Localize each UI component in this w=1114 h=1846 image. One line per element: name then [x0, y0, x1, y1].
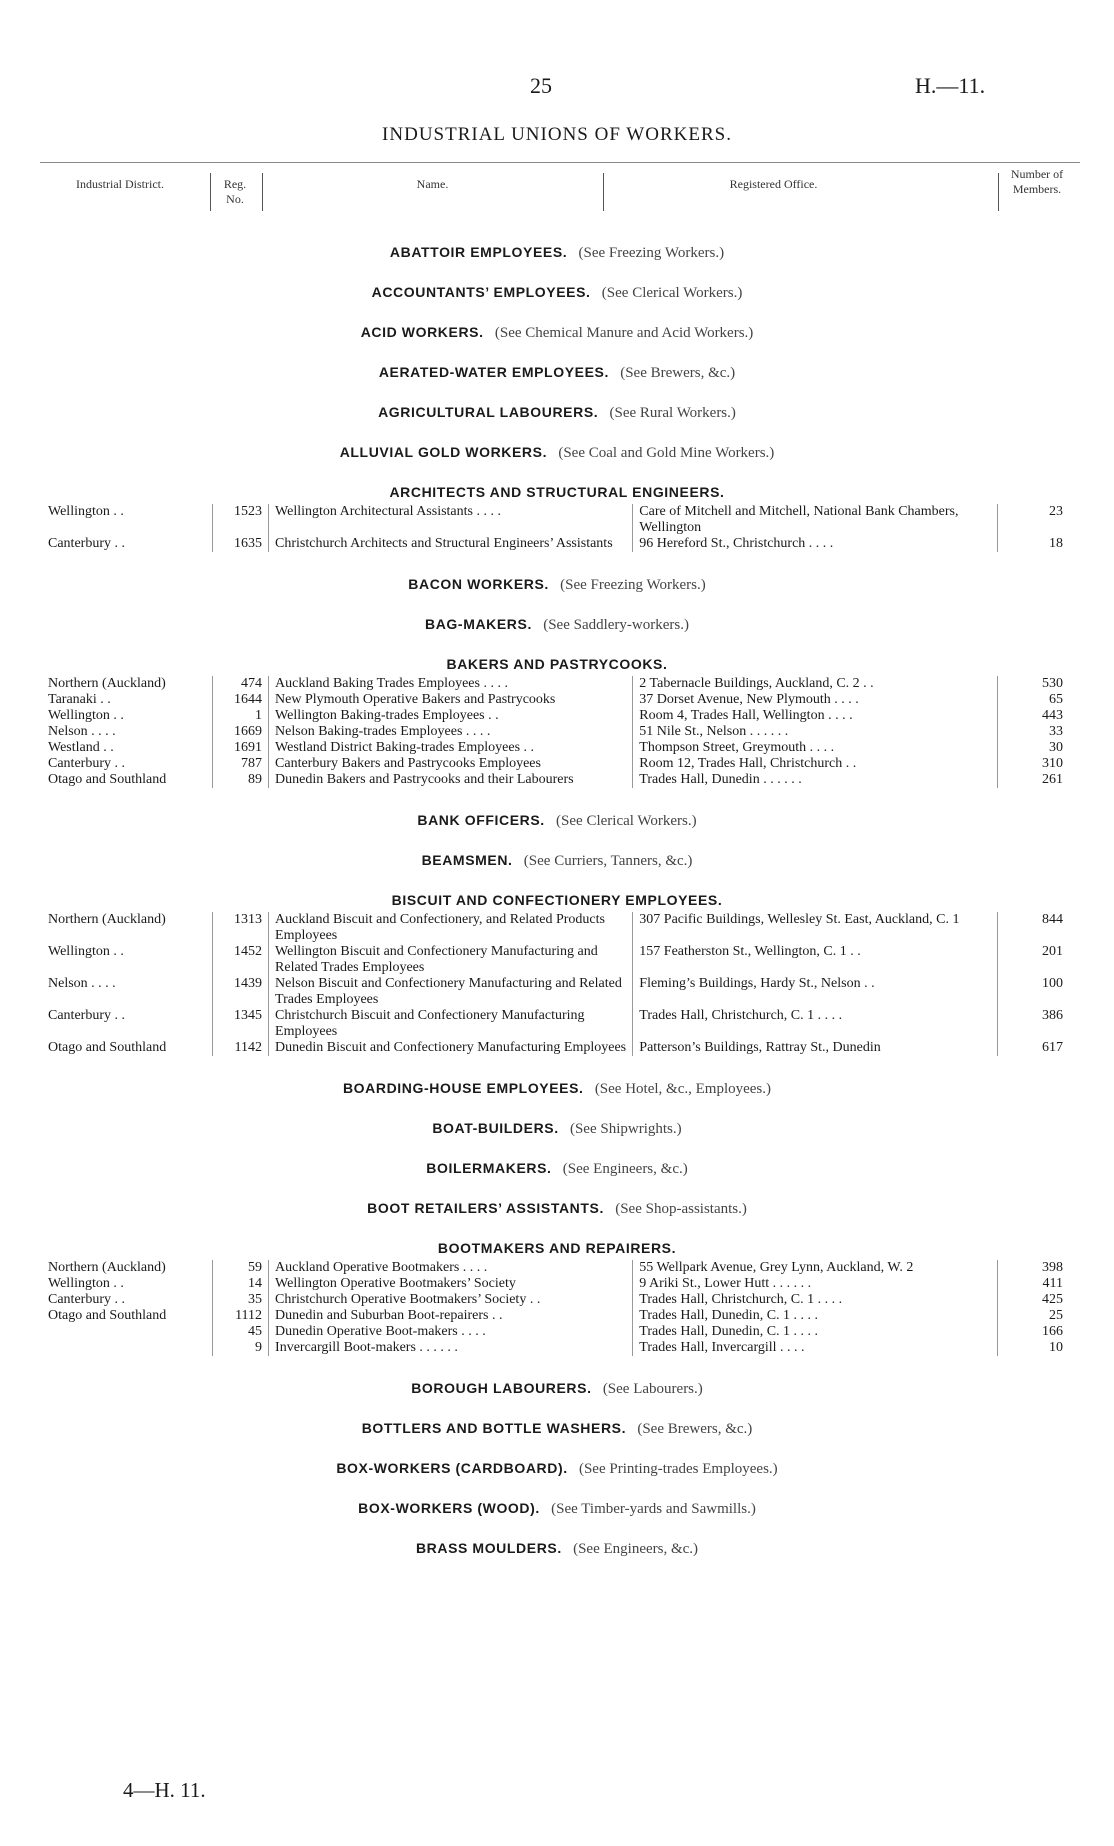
cross-reference	[0, 848, 1114, 888]
union-name-cell: Westland District Baking-trades Employees . .	[269, 740, 633, 756]
members-cell: 425	[997, 1292, 1073, 1308]
union-name-cell: Invercargill Boot-makers . . . . . .	[269, 1340, 633, 1356]
office-cell: Room 4, Trades Hall, Wellington . . . .	[633, 708, 997, 724]
members-cell: 398	[997, 1260, 1073, 1276]
xref-see-note: (See Freezing Workers.)	[560, 577, 706, 593]
office-cell: Fleming’s Buildings, Hardy St., Nelson . .	[633, 976, 997, 1008]
reg-no-cell: 1635	[212, 536, 268, 552]
table-row	[45, 676, 1073, 692]
table-row	[45, 1292, 1073, 1308]
district-cell: Wellington . .	[48, 944, 124, 959]
cross-reference	[0, 1196, 1114, 1236]
district-cell: Canterbury . .	[48, 1008, 125, 1023]
members-cell: 100	[997, 976, 1073, 1008]
xref-see-note: (See Coal and Gold Mine Workers.)	[558, 445, 775, 461]
union-name-cell: Dunedin Bakers and Pastrycooks and their Labourers	[269, 772, 633, 788]
reg-no-cell: 59	[212, 1260, 268, 1276]
members-cell: 310	[997, 756, 1073, 772]
union-name-cell: Wellington Operative Bootmakers’ Society	[269, 1276, 633, 1292]
table-row	[45, 1324, 1073, 1340]
xref-heading: BRASS MOULDERS.	[415, 1540, 562, 1556]
table-row	[45, 724, 1073, 740]
section-heading: BISCUIT AND CONFECTIONERY EMPLOYEES.	[391, 892, 723, 908]
xref-heading: BOROUGH LABOURERS.	[411, 1380, 592, 1396]
xref-see-note: (See Engineers, &c.)	[562, 1161, 688, 1177]
cross-reference	[0, 808, 1114, 848]
office-cell: 96 Hereford St., Christchurch . . . .	[633, 536, 997, 552]
union-name-cell: Auckland Operative Bootmakers . . . .	[269, 1260, 633, 1276]
union-section	[0, 1236, 1114, 1356]
district-cell: Wellington . .	[48, 504, 124, 519]
members-cell: 443	[997, 708, 1073, 724]
reg-no-cell: 14	[212, 1276, 268, 1292]
union-name-cell: New Plymouth Operative Bakers and Pastrycooks	[269, 692, 633, 708]
district-cell: Otago and Southland	[48, 1040, 167, 1055]
office-cell: Trades Hall, Christchurch, C. 1 . . . .	[633, 1292, 997, 1308]
district-cell: Westland . .	[48, 740, 114, 755]
reg-no-cell: 1	[212, 708, 268, 724]
column-header-reg-no: Reg. No.	[223, 177, 247, 206]
district-cell: Northern (Auckland)	[48, 676, 166, 691]
xref-heading: BOX-WORKERS (CARDBOARD).	[336, 1460, 568, 1476]
cross-reference	[0, 280, 1114, 320]
members-cell: 201	[997, 944, 1073, 976]
office-cell: Trades Hall, Dunedin . . . . . .	[633, 772, 997, 788]
table-row	[45, 944, 1073, 976]
union-name-cell: Auckland Biscuit and Confectionery, and Related Products Employees	[269, 912, 633, 944]
union-table	[45, 1260, 1073, 1356]
union-name-cell: Christchurch Architects and Structural Engineers’ Assistants	[269, 536, 633, 552]
xref-heading: BOARDING-HOUSE EMPLOYEES.	[342, 1080, 584, 1096]
xref-heading: AERATED-WATER EMPLOYEES.	[378, 364, 609, 380]
district-cell	[45, 1324, 212, 1340]
union-table	[45, 676, 1073, 788]
column-divider	[210, 173, 211, 211]
xref-see-note: (See Chemical Manure and Acid Workers.)	[494, 325, 754, 341]
reg-no-cell: 35	[212, 1292, 268, 1308]
table-row	[45, 1276, 1073, 1292]
xref-see-note: (See Saddlery-workers.)	[543, 617, 689, 633]
reg-no-cell: 474	[212, 676, 268, 692]
office-cell: Trades Hall, Invercargill . . . .	[633, 1340, 997, 1356]
column-header-district: Industrial District.	[76, 177, 164, 191]
cross-reference	[0, 612, 1114, 652]
members-cell: 30	[997, 740, 1073, 756]
reg-no-cell: 1345	[212, 1008, 268, 1040]
office-cell: 55 Wellpark Avenue, Grey Lynn, Auckland, W. 2	[633, 1260, 997, 1276]
members-cell: 10	[997, 1340, 1073, 1356]
reg-no-cell: 1439	[212, 976, 268, 1008]
cross-reference	[0, 400, 1114, 440]
office-cell: Trades Hall, Christchurch, C. 1 . . . .	[633, 1008, 997, 1040]
section-heading: BOOTMAKERS AND REPAIRERS.	[437, 1240, 677, 1256]
members-cell: 386	[997, 1008, 1073, 1040]
reg-no-cell: 1112	[212, 1308, 268, 1324]
table-row	[45, 1340, 1073, 1356]
office-cell: 37 Dorset Avenue, New Plymouth . . . .	[633, 692, 997, 708]
xref-see-note: (See Brewers, &c.)	[620, 365, 736, 381]
xref-see-note: (See Curriers, Tanners, &c.)	[523, 853, 693, 869]
union-name-cell: Christchurch Operative Bootmakers’ Society . .	[269, 1292, 633, 1308]
xref-heading: BOILERMAKERS.	[426, 1160, 552, 1176]
cross-reference	[0, 440, 1114, 480]
table-row	[45, 504, 1073, 536]
cross-reference	[0, 1416, 1114, 1456]
office-cell: 307 Pacific Buildings, Wellesley St. East, Auckland, C. 1	[633, 912, 997, 944]
union-section	[0, 888, 1114, 1056]
union-listing	[0, 240, 1114, 1576]
office-cell: 157 Featherston St., Wellington, C. 1 . .	[633, 944, 997, 976]
union-name-cell: Wellington Architectural Assistants . . . .	[269, 504, 633, 536]
reg-no-cell: 1523	[212, 504, 268, 536]
xref-see-note: (See Engineers, &c.)	[573, 1541, 699, 1557]
table-row	[45, 1260, 1073, 1276]
xref-see-note: (See Shipwrights.)	[569, 1121, 682, 1137]
district-cell: Nelson . . . .	[48, 724, 116, 739]
xref-heading: BOX-WORKERS (WOOD).	[358, 1500, 540, 1516]
xref-heading: ACID WORKERS.	[360, 324, 484, 340]
table-row	[45, 536, 1073, 552]
district-cell: Otago and Southland	[48, 772, 167, 787]
cross-reference	[0, 1076, 1114, 1116]
column-divider	[998, 173, 999, 211]
reg-no-cell: 9	[212, 1340, 268, 1356]
xref-see-note: (See Shop-assistants.)	[615, 1201, 747, 1217]
union-section	[0, 652, 1114, 788]
members-cell: 617	[997, 1040, 1073, 1056]
cross-reference	[0, 360, 1114, 400]
table-row	[45, 756, 1073, 772]
xref-heading: AGRICULTURAL LABOURERS.	[378, 404, 599, 420]
section-heading: BAKERS AND PASTRYCOOKS.	[446, 656, 668, 672]
footer-code: 4—H. 11.	[123, 1778, 206, 1802]
members-cell: 844	[997, 912, 1073, 944]
cross-reference	[0, 1536, 1114, 1576]
district-cell: Wellington . .	[48, 708, 124, 723]
xref-see-note: (See Brewers, &c.)	[637, 1421, 753, 1437]
table-row	[45, 740, 1073, 756]
union-name-cell: Wellington Biscuit and Confectionery Manufacturing and Related Trades Employees	[269, 944, 633, 976]
xref-see-note: (See Hotel, &c., Employees.)	[594, 1081, 772, 1097]
district-cell	[45, 1340, 212, 1356]
members-cell: 411	[997, 1276, 1073, 1292]
union-table	[45, 504, 1073, 552]
page-title: INDUSTRIAL UNIONS OF WORKERS.	[382, 124, 732, 145]
table-row	[45, 976, 1073, 1008]
cross-reference	[0, 1376, 1114, 1416]
cross-reference	[0, 1496, 1114, 1536]
reg-no-cell: 1313	[212, 912, 268, 944]
members-cell: 18	[997, 536, 1073, 552]
table-row	[45, 912, 1073, 944]
office-cell: 9 Ariki St., Lower Hutt . . . . . .	[633, 1276, 997, 1292]
union-name-cell: Nelson Biscuit and Confectionery Manufacturing and Related Trades Employees	[269, 976, 633, 1008]
table-row	[45, 1040, 1073, 1056]
office-cell: Room 12, Trades Hall, Christchurch . .	[633, 756, 997, 772]
column-divider	[603, 173, 604, 211]
members-cell: 166	[997, 1324, 1073, 1340]
members-cell: 530	[997, 676, 1073, 692]
members-cell: 261	[997, 772, 1073, 788]
union-name-cell: Dunedin Biscuit and Confectionery Manufacturing Employees	[269, 1040, 633, 1056]
union-name-cell: Christchurch Biscuit and Confectionery Manufacturing Employees	[269, 1008, 633, 1040]
district-cell: Canterbury . .	[48, 536, 125, 551]
xref-see-note: (See Clerical Workers.)	[601, 285, 743, 301]
xref-heading: BOTTLERS AND BOTTLE WASHERS.	[361, 1420, 627, 1436]
cross-reference	[0, 320, 1114, 360]
members-cell: 65	[997, 692, 1073, 708]
column-header-office: Registered Office.	[729, 177, 818, 191]
reg-no-cell: 1452	[212, 944, 268, 976]
xref-see-note: (See Freezing Workers.)	[578, 245, 725, 261]
office-cell: Patterson’s Buildings, Rattray St., Dunedin	[633, 1040, 997, 1056]
office-cell: 51 Nile St., Nelson . . . . . .	[633, 724, 997, 740]
district-cell: Canterbury . .	[48, 756, 125, 771]
union-name-cell: Wellington Baking-trades Employees . .	[269, 708, 633, 724]
union-name-cell: Dunedin and Suburban Boot-repairers . .	[269, 1308, 633, 1324]
column-header-name: Name.	[416, 177, 449, 191]
union-name-cell: Dunedin Operative Boot-makers . . . .	[269, 1324, 633, 1340]
xref-heading: BAG-MAKERS.	[425, 616, 532, 632]
members-cell: 23	[997, 504, 1073, 536]
cross-reference	[0, 1456, 1114, 1496]
xref-heading: BANK OFFICERS.	[417, 812, 545, 828]
column-header-row	[40, 162, 1080, 219]
table-row	[45, 692, 1073, 708]
union-table	[45, 912, 1073, 1056]
xref-see-note: (See Timber-yards and Sawmills.)	[551, 1501, 756, 1517]
table-row	[45, 1308, 1073, 1324]
cross-reference	[0, 240, 1114, 280]
district-cell: Wellington . .	[48, 1276, 124, 1291]
district-cell: Northern (Auckland)	[48, 912, 166, 927]
column-header-members: Number of Members.	[1010, 167, 1064, 196]
reg-no-cell: 45	[212, 1324, 268, 1340]
district-cell: Canterbury . .	[48, 1292, 125, 1307]
reg-no-cell: 1691	[212, 740, 268, 756]
members-cell: 25	[997, 1308, 1073, 1324]
office-cell: Care of Mitchell and Mitchell, National Bank Chambers, Wellington	[633, 504, 997, 536]
reg-no-cell: 1669	[212, 724, 268, 740]
district-cell: Northern (Auckland)	[48, 1260, 166, 1275]
xref-see-note: (See Printing-trades Employees.)	[578, 1461, 778, 1477]
xref-heading: BEAMSMEN.	[421, 852, 513, 868]
section-heading: ARCHITECTS AND STRUCTURAL ENGINEERS.	[389, 484, 725, 500]
xref-see-note: (See Rural Workers.)	[609, 405, 736, 421]
reg-no-cell: 1644	[212, 692, 268, 708]
page-code: H.—11.	[915, 73, 986, 98]
xref-heading: ABATTOIR EMPLOYEES.	[389, 244, 568, 260]
reg-no-cell: 1142	[212, 1040, 268, 1056]
cross-reference	[0, 572, 1114, 612]
xref-heading: ACCOUNTANTS’ EMPLOYEES.	[371, 284, 591, 300]
district-cell: Nelson . . . .	[48, 976, 116, 991]
office-cell: 2 Tabernacle Buildings, Auckland, C. 2 . .	[633, 676, 997, 692]
xref-see-note: (See Clerical Workers.)	[556, 813, 697, 829]
table-row	[45, 772, 1073, 788]
xref-heading: BOOT RETAILERS’ ASSISTANTS.	[367, 1200, 604, 1216]
cross-reference	[0, 1156, 1114, 1196]
members-cell: 33	[997, 724, 1073, 740]
reg-no-cell: 787	[212, 756, 268, 772]
office-cell: Thompson Street, Greymouth . . . .	[633, 740, 997, 756]
district-cell: Otago and Southland	[48, 1308, 167, 1323]
office-cell: Trades Hall, Dunedin, C. 1 . . . .	[633, 1308, 997, 1324]
union-section	[0, 480, 1114, 552]
cross-reference	[0, 1116, 1114, 1156]
union-name-cell: Nelson Baking-trades Employees . . . .	[269, 724, 633, 740]
page-number: 25	[530, 73, 552, 98]
office-cell: Trades Hall, Dunedin, C. 1 . . . .	[633, 1324, 997, 1340]
xref-see-note: (See Labourers.)	[602, 1381, 703, 1397]
xref-heading: BOAT-BUILDERS.	[432, 1120, 559, 1136]
column-divider	[262, 173, 263, 211]
table-row	[45, 708, 1073, 724]
district-cell: Taranaki . .	[48, 692, 111, 707]
table-row	[45, 1008, 1073, 1040]
xref-heading: BACON WORKERS.	[408, 576, 549, 592]
xref-heading: ALLUVIAL GOLD WORKERS.	[339, 444, 548, 460]
reg-no-cell: 89	[212, 772, 268, 788]
union-name-cell: Auckland Baking Trades Employees . . . .	[269, 676, 633, 692]
union-name-cell: Canterbury Bakers and Pastrycooks Employees	[269, 756, 633, 772]
